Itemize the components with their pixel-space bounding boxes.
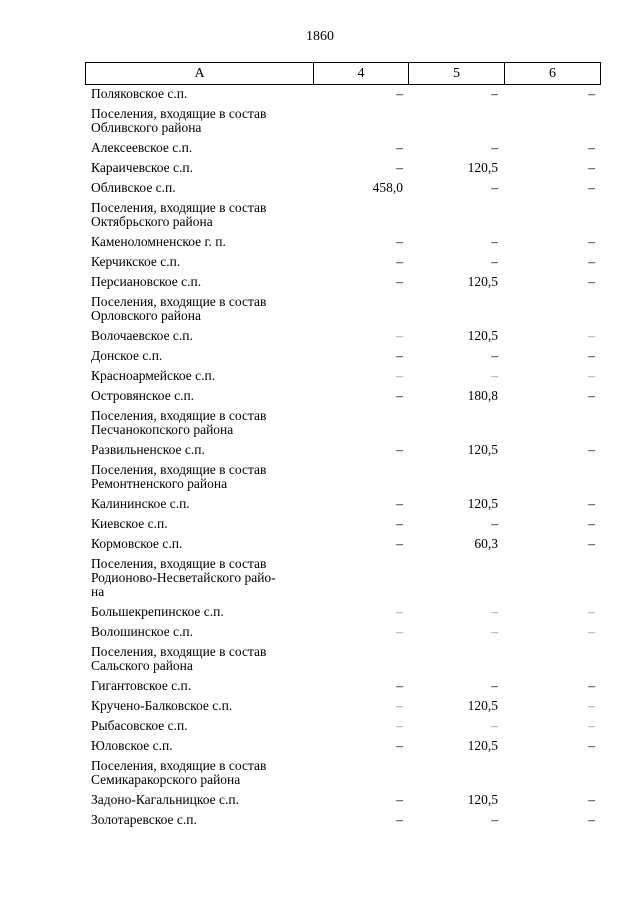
value-col-5: – [491,718,498,733]
value-col-5: – [491,812,498,827]
value-col-4: – [396,348,403,363]
value-col-6: – [588,738,595,753]
table-row [0,346,640,366]
settlement-name: Поселения, входящие в состав Обливского района [91,106,267,135]
settlement-name: Золотаревское с.п. [91,812,197,827]
value-col-5: – [491,348,498,363]
value-col-4: – [396,86,403,101]
value-col-5: – [491,180,498,195]
table-row [0,696,640,716]
value-col-5: 120,5 [467,160,498,175]
value-col-5: 60,3 [474,536,498,551]
value-col-6: – [588,140,595,155]
table-row [0,158,640,178]
settlement-name: Большекрепинское с.п. [91,604,224,619]
value-col-5: 120,5 [467,792,498,807]
value-col-6: – [588,698,595,713]
value-col-6: – [588,536,595,551]
table-row [0,460,640,494]
value-col-4: – [396,274,403,289]
value-col-5: – [491,140,498,155]
value-col-5: 180,8 [467,388,498,403]
settlement-name: Каменоломненское г. п. [91,234,226,249]
value-col-6: – [588,348,595,363]
value-col-6: – [588,718,595,733]
table-row [0,272,640,292]
header-col-5: 5 [409,63,505,85]
table-row [0,622,640,642]
settlement-name: Керчикское с.п. [91,254,181,269]
value-col-4: – [396,718,403,733]
settlement-name: Гигантовское с.п. [91,678,192,693]
table-row [0,554,640,602]
value-col-5: 120,5 [467,496,498,511]
value-col-4: – [396,496,403,511]
value-col-5: 120,5 [467,442,498,457]
value-col-6: – [588,274,595,289]
table-row [0,756,640,790]
table-body [0,84,640,830]
value-col-4: – [396,792,403,807]
settlement-name: Красноармейское с.п. [91,368,216,383]
value-col-4: – [396,738,403,753]
table-row [0,232,640,252]
value-col-6: – [588,388,595,403]
value-col-4: – [396,140,403,155]
table-row [0,138,640,158]
table-row [0,326,640,346]
table-row [0,642,640,676]
settlement-name: Караичевское с.п. [91,160,193,175]
value-col-4: – [396,604,403,619]
value-col-4: – [396,234,403,249]
value-col-4: – [396,698,403,713]
settlement-name: Поселения, входящие в состав Октябрьского района [91,200,267,229]
settlement-name: Алексеевское с.п. [91,140,193,155]
value-col-5: 120,5 [467,274,498,289]
value-col-4: – [396,624,403,639]
value-col-6: – [588,604,595,619]
value-col-4: – [396,328,403,343]
settlement-name: Донское с.п. [91,348,163,363]
header-col-a: А [86,63,314,85]
table-row [0,676,640,696]
settlement-name: Поселения, входящие в состав Ремонтненского района [91,462,267,491]
value-col-5: – [491,624,498,639]
value-col-5: – [491,604,498,619]
value-col-4: – [396,160,403,175]
header-col-6: 6 [505,63,601,85]
value-col-6: – [588,180,595,195]
table-row [0,386,640,406]
table-row [0,440,640,460]
value-col-6: – [588,516,595,531]
settlement-name: Развильненское с.п. [91,442,205,457]
settlement-name: Поселения, входящие в состав Орловского района [91,294,267,323]
settlement-name: Поляковское с.п. [91,86,188,101]
settlement-name: Островянское с.п. [91,388,195,403]
page-number: 1860 [306,29,334,44]
table-row [0,790,640,810]
table-row [0,292,640,326]
value-col-5: – [491,678,498,693]
table-row [0,406,640,440]
value-col-4: – [396,254,403,269]
value-col-5: 120,5 [467,738,498,753]
header-col-4: 4 [314,63,409,85]
value-col-6: – [588,86,595,101]
value-col-6: – [588,442,595,457]
table-row [0,366,640,386]
value-col-4: – [396,516,403,531]
value-col-4: – [396,442,403,457]
settlement-name: Кручено-Балковское с.п. [91,698,233,713]
settlement-name: Рыбасовское с.п. [91,718,188,733]
value-col-6: – [588,812,595,827]
value-col-5: – [491,254,498,269]
value-col-4: – [396,812,403,827]
table-row [0,84,640,104]
value-col-6: – [588,624,595,639]
table-row [0,252,640,272]
table-header [85,62,601,85]
settlement-name: Калининское с.п. [91,496,190,511]
table-row [0,810,640,830]
settlement-name: Поселения, входящие в состав Сальского района [91,644,267,673]
value-col-5: – [491,368,498,383]
value-col-4: – [396,388,403,403]
value-col-6: – [588,496,595,511]
table-row [0,534,640,554]
settlement-name: Поселения, входящие в состав Родионово-Несветайского райо- на [91,556,276,599]
value-col-6: – [588,368,595,383]
settlement-name: Поселения, входящие в состав Песчанокопского района [91,408,267,437]
value-col-6: – [588,160,595,175]
settlement-name: Киевское с.п. [91,516,168,531]
value-col-4: 458,0 [372,180,403,195]
table-row [0,494,640,514]
settlement-name: Юловское с.п. [91,738,173,753]
table-row [0,198,640,232]
table-row [0,602,640,622]
settlement-name: Волочаевское с.п. [91,328,193,343]
value-col-6: – [588,792,595,807]
table-row [0,514,640,534]
table-row [0,104,640,138]
value-col-4: – [396,536,403,551]
settlement-name: Персиановское с.п. [91,274,202,289]
value-col-5: 120,5 [467,328,498,343]
table-row [0,736,640,756]
value-col-5: – [491,86,498,101]
table-row [0,178,640,198]
value-col-5: – [491,234,498,249]
value-col-6: – [588,678,595,693]
value-col-4: – [396,368,403,383]
settlement-name: Кормовское с.п. [91,536,183,551]
value-col-6: – [588,234,595,249]
value-col-5: – [491,516,498,531]
settlement-name: Задоно-Кагальницкое с.п. [91,792,239,807]
value-col-5: 120,5 [467,698,498,713]
value-col-6: – [588,254,595,269]
settlement-name: Волошинское с.п. [91,624,194,639]
settlement-name: Обливское с.п. [91,180,176,195]
value-col-6: – [588,328,595,343]
table-row [0,716,640,736]
value-col-4: – [396,678,403,693]
settlement-name: Поселения, входящие в состав Семикаракорского района [91,758,267,787]
